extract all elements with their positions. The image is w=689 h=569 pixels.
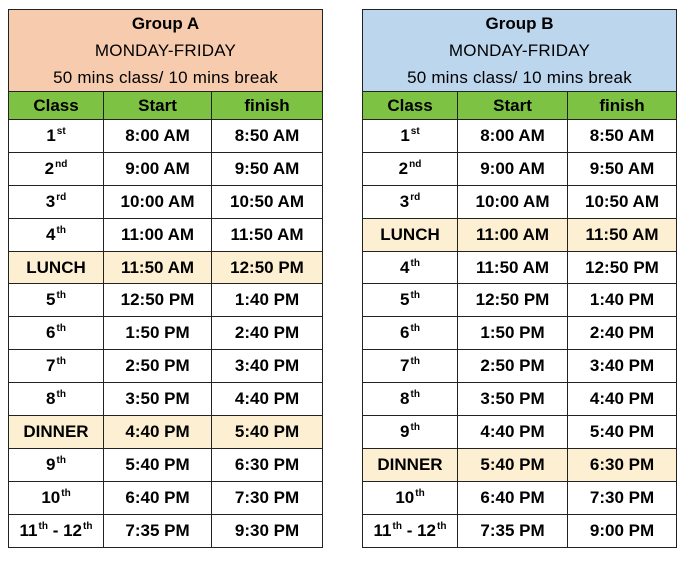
class-number: LUNCH <box>26 257 86 277</box>
finish-time-cell: 9:50 AM <box>568 152 677 185</box>
table-row <box>363 120 677 153</box>
ordinal-suffix: th <box>83 520 93 532</box>
ordinal-suffix: rd <box>410 191 421 203</box>
start-time-cell: 11:50 AM <box>458 251 568 284</box>
table-row <box>9 481 323 514</box>
table-row <box>363 350 677 383</box>
class-cell <box>363 317 458 350</box>
finish-time-cell: 11:50 AM <box>568 218 677 251</box>
ordinal-suffix: nd <box>409 158 422 170</box>
finish-time-cell: 6:30 PM <box>212 448 323 481</box>
start-time-cell: 10:00 AM <box>458 185 568 218</box>
start-time-cell: 5:40 PM <box>458 448 568 481</box>
start-time-cell: 8:00 AM <box>104 120 212 153</box>
ordinal-suffix: th <box>410 290 420 302</box>
class-number: 10 <box>395 487 415 507</box>
ordinal-suffix: th <box>61 487 71 499</box>
class-number: 1 <box>46 125 56 145</box>
class-cell <box>363 481 458 514</box>
start-column-header: Start <box>104 92 212 120</box>
class-cell <box>363 284 458 317</box>
group-b-column-header-row <box>363 92 677 120</box>
start-time-cell: 11:00 AM <box>104 218 212 251</box>
ordinal-suffix: th <box>410 421 420 433</box>
table-row <box>9 218 323 251</box>
class-number: 6 <box>46 323 56 343</box>
ordinal-suffix: nd <box>55 158 68 170</box>
finish-time-cell: 9:00 PM <box>568 514 677 547</box>
class-number: 5 <box>400 290 410 310</box>
start-time-cell: 11:00 AM <box>458 218 568 251</box>
ordinal-suffix: th <box>56 454 66 466</box>
class-column-header: Class <box>9 92 104 120</box>
class-cell <box>363 251 458 284</box>
group-a-note: 50 mins class/ 10 mins break <box>9 64 323 92</box>
class-number: 3 <box>399 191 410 211</box>
class-cell <box>9 120 104 153</box>
finish-time-cell: 8:50 AM <box>568 120 677 153</box>
group-a-rows <box>9 120 323 548</box>
ordinal-suffix: st <box>56 125 66 137</box>
start-time-cell: 4:40 PM <box>458 416 568 449</box>
class-number: DINNER <box>23 421 89 441</box>
table-row <box>363 383 677 416</box>
ordinal-suffix: th <box>56 224 66 236</box>
ordinal-suffix: th <box>437 520 447 532</box>
finish-column-header: finish <box>568 92 677 120</box>
finish-time-cell: 1:40 PM <box>212 284 323 317</box>
class-number: DINNER <box>377 454 443 474</box>
class-number: 8 <box>46 389 56 409</box>
finish-time-cell: 9:50 AM <box>212 152 323 185</box>
class-cell <box>363 218 458 251</box>
meal-row <box>9 251 323 284</box>
finish-time-cell: 2:40 PM <box>568 317 677 350</box>
class-cell <box>9 514 104 547</box>
table-row <box>9 514 323 547</box>
class-cell <box>363 514 458 547</box>
start-time-cell: 8:00 AM <box>458 120 568 153</box>
class-number: 2 <box>44 158 55 178</box>
table-row <box>363 251 677 284</box>
start-time-cell: 10:00 AM <box>104 185 212 218</box>
class-number: 4 <box>400 257 410 277</box>
group-b-schedule-table <box>362 9 677 548</box>
class-number: 7 <box>400 356 410 376</box>
class-cell <box>9 350 104 383</box>
start-time-cell: 9:00 AM <box>104 152 212 185</box>
class-cell <box>9 218 104 251</box>
start-time-cell: 2:50 PM <box>458 350 568 383</box>
class-number: 9 <box>400 421 410 441</box>
class-cell <box>363 416 458 449</box>
finish-time-cell: 7:30 PM <box>212 481 323 514</box>
class-cell <box>363 185 458 218</box>
table-row <box>9 185 323 218</box>
class-number: 4 <box>46 224 56 244</box>
class-cell <box>9 481 104 514</box>
group-a-title: Group A <box>9 10 323 38</box>
start-time-cell: 6:40 PM <box>104 481 212 514</box>
finish-time-cell: 2:40 PM <box>212 317 323 350</box>
finish-time-cell: 11:50 AM <box>212 218 323 251</box>
class-number: 5 <box>46 290 56 310</box>
class-number-range-end: - 12 <box>47 520 82 540</box>
group-a-schedule-table <box>8 9 323 548</box>
finish-time-cell: 12:50 PM <box>212 251 323 284</box>
class-number: 11 <box>373 520 392 540</box>
class-cell <box>363 383 458 416</box>
start-time-cell: 7:35 PM <box>458 514 568 547</box>
ordinal-suffix: th <box>56 290 66 302</box>
meal-row <box>363 218 677 251</box>
group-b-note: 50 mins class/ 10 mins break <box>363 64 677 92</box>
class-cell <box>363 350 458 383</box>
class-number-range-end: - 12 <box>401 520 436 540</box>
start-time-cell: 6:40 PM <box>458 481 568 514</box>
finish-time-cell: 3:40 PM <box>212 350 323 383</box>
start-time-cell: 3:50 PM <box>104 383 212 416</box>
table-row <box>363 284 677 317</box>
table-row <box>9 317 323 350</box>
class-number: 2 <box>398 158 409 178</box>
finish-time-cell: 7:30 PM <box>568 481 677 514</box>
table-row <box>363 152 677 185</box>
finish-time-cell: 5:40 PM <box>212 416 323 449</box>
ordinal-suffix: th <box>56 356 66 368</box>
start-column-header: Start <box>458 92 568 120</box>
class-cell <box>9 448 104 481</box>
class-cell <box>9 383 104 416</box>
start-time-cell: 1:50 PM <box>104 317 212 350</box>
class-cell <box>9 416 104 449</box>
start-time-cell: 2:50 PM <box>104 350 212 383</box>
ordinal-suffix: th <box>410 356 420 368</box>
finish-time-cell: 9:30 PM <box>212 514 323 547</box>
ordinal-suffix: th <box>38 520 48 532</box>
meal-row <box>363 448 677 481</box>
table-row <box>363 185 677 218</box>
start-time-cell: 3:50 PM <box>458 383 568 416</box>
class-number: 10 <box>41 487 61 507</box>
table-row <box>363 317 677 350</box>
finish-time-cell: 4:40 PM <box>568 383 677 416</box>
group-b-title: Group B <box>363 10 677 38</box>
class-number: 6 <box>400 323 410 343</box>
finish-time-cell: 1:40 PM <box>568 284 677 317</box>
ordinal-suffix: th <box>410 323 420 335</box>
meal-row <box>9 416 323 449</box>
group-a-days: MONDAY-FRIDAY <box>9 37 323 64</box>
class-cell <box>9 251 104 284</box>
start-time-cell: 12:50 PM <box>104 284 212 317</box>
class-cell <box>363 152 458 185</box>
group-b-days: MONDAY-FRIDAY <box>363 37 677 64</box>
class-cell <box>9 317 104 350</box>
group-b-rows <box>363 120 677 548</box>
class-number: 8 <box>400 389 410 409</box>
table-row <box>9 383 323 416</box>
start-time-cell: 5:40 PM <box>104 448 212 481</box>
ordinal-suffix: st <box>410 125 420 137</box>
ordinal-suffix: th <box>392 520 402 532</box>
table-row <box>9 152 323 185</box>
class-number: 3 <box>45 191 56 211</box>
class-number: 11 <box>19 520 38 540</box>
finish-time-cell: 4:40 PM <box>212 383 323 416</box>
table-row <box>363 514 677 547</box>
finish-time-cell: 10:50 AM <box>212 185 323 218</box>
ordinal-suffix: th <box>56 323 66 335</box>
ordinal-suffix: th <box>56 389 66 401</box>
table-row <box>9 284 323 317</box>
ordinal-suffix: th <box>415 487 425 499</box>
start-time-cell: 1:50 PM <box>458 317 568 350</box>
group-a-column-header-row <box>9 92 323 120</box>
class-cell <box>363 120 458 153</box>
class-column-header: Class <box>363 92 458 120</box>
finish-column-header: finish <box>212 92 323 120</box>
finish-time-cell: 3:40 PM <box>568 350 677 383</box>
class-number: LUNCH <box>380 224 440 244</box>
table-row <box>363 481 677 514</box>
ordinal-suffix: th <box>410 257 420 269</box>
class-cell <box>9 185 104 218</box>
start-time-cell: 4:40 PM <box>104 416 212 449</box>
finish-time-cell: 10:50 AM <box>568 185 677 218</box>
table-row <box>9 120 323 153</box>
finish-time-cell: 5:40 PM <box>568 416 677 449</box>
table-row <box>9 448 323 481</box>
table-row <box>9 350 323 383</box>
class-cell <box>9 152 104 185</box>
finish-time-cell: 12:50 PM <box>568 251 677 284</box>
finish-time-cell: 8:50 AM <box>212 120 323 153</box>
start-time-cell: 9:00 AM <box>458 152 568 185</box>
class-cell <box>363 448 458 481</box>
class-number: 7 <box>46 356 56 376</box>
class-number: 9 <box>46 454 56 474</box>
ordinal-suffix: rd <box>56 191 67 203</box>
ordinal-suffix: th <box>410 389 420 401</box>
finish-time-cell: 6:30 PM <box>568 448 677 481</box>
class-cell <box>9 284 104 317</box>
start-time-cell: 11:50 AM <box>104 251 212 284</box>
table-row <box>363 416 677 449</box>
class-number: 1 <box>400 125 410 145</box>
start-time-cell: 12:50 PM <box>458 284 568 317</box>
start-time-cell: 7:35 PM <box>104 514 212 547</box>
